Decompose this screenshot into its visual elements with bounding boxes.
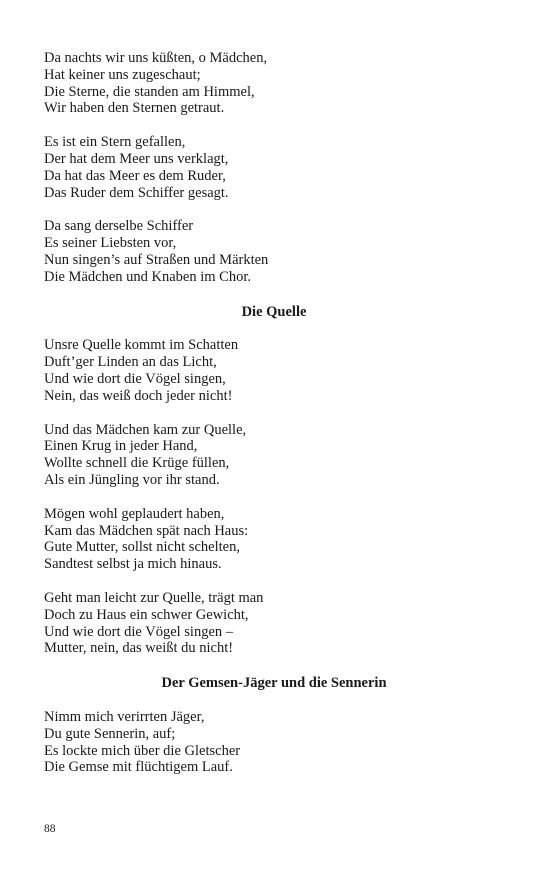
poem-title: Der Gemsen-Jäger und die Sennerin [161,675,387,692]
poem-gemsen-jaeger [44,675,504,776]
verse-line: Duft’ger Linden an das Licht, [44,354,217,371]
verse-line: Die Gemse mit flüchtigem Lauf. [44,759,233,776]
stanza [44,506,504,573]
page-number: 88 [44,823,56,835]
verse-line: Wir haben den Sternen getraut. [44,100,225,117]
verse-line: Es ist ein Stern gefallen, [44,134,186,151]
verse-line: Hat keiner uns zugeschaut; [44,66,201,83]
verse-line: Und wie dort die Vögel singen – [44,623,234,640]
verse-line: Mögen wohl geplaudert haben, [44,505,225,522]
verse-line: Mutter, nein, das weißt du nicht! [44,640,234,657]
verse-line: Der hat dem Meer uns verklagt, [44,150,229,167]
verse-line: Geht man leicht zur Quelle, trägt man [44,589,264,606]
verse-line: Es lockte mich über die Gletscher [44,742,241,759]
stanza [44,50,504,117]
stanza [44,422,504,489]
verse-line: Unsre Quelle kommt im Schatten [44,337,239,354]
verse-line: Du gute Sennerin, auf; [44,725,176,742]
stanza [44,134,504,201]
verse-line: Und das Mädchen kam zur Quelle, [44,421,247,438]
stanza [44,709,504,776]
verse-line: Einen Krug in jeder Hand, [44,438,198,455]
verse-line: Gute Mutter, sollst nicht schelten, [44,539,240,556]
verse-line: Da nachts wir uns küßten, o Mädchen, [44,50,268,66]
verse-line: Nimm mich verirrten Jäger, [44,708,205,725]
verse-line: Kam das Mädchen spät nach Haus: [44,522,249,539]
page-text [44,50,504,776]
verse-line: Da sang derselbe Schiffer [44,218,194,235]
verse-line: Und wie dort die Vögel singen, [44,370,226,387]
verse-line: Doch zu Haus ein schwer Gewicht, [44,606,249,623]
verse-line: Es seiner Liebsten vor, [44,235,177,252]
stanza [44,218,504,285]
verse-line: Wollte schnell die Krüge füllen, [44,455,230,472]
stanza [44,337,504,404]
verse-line: Als ein Jüngling vor ihr stand. [44,471,220,488]
verse-line: Die Mädchen und Knaben im Chor. [44,268,251,285]
poem-die-quelle [44,304,504,658]
verse-line: Nein, das weiß doch jeder nicht! [44,387,233,404]
verse-line: Sandtest selbst ja mich hinaus. [44,556,222,573]
verse-line: Das Ruder dem Schiffer gesagt. [44,184,229,201]
verse-line: Nun singen’s auf Straßen und Märkten [44,251,269,268]
stanza [44,590,504,657]
poem-continued [44,50,504,286]
verse-line: Da hat das Meer es dem Ruder, [44,167,226,184]
poem-title: Die Quelle [241,303,307,320]
verse-line: Die Sterne, die standen am Himmel, [44,83,255,100]
